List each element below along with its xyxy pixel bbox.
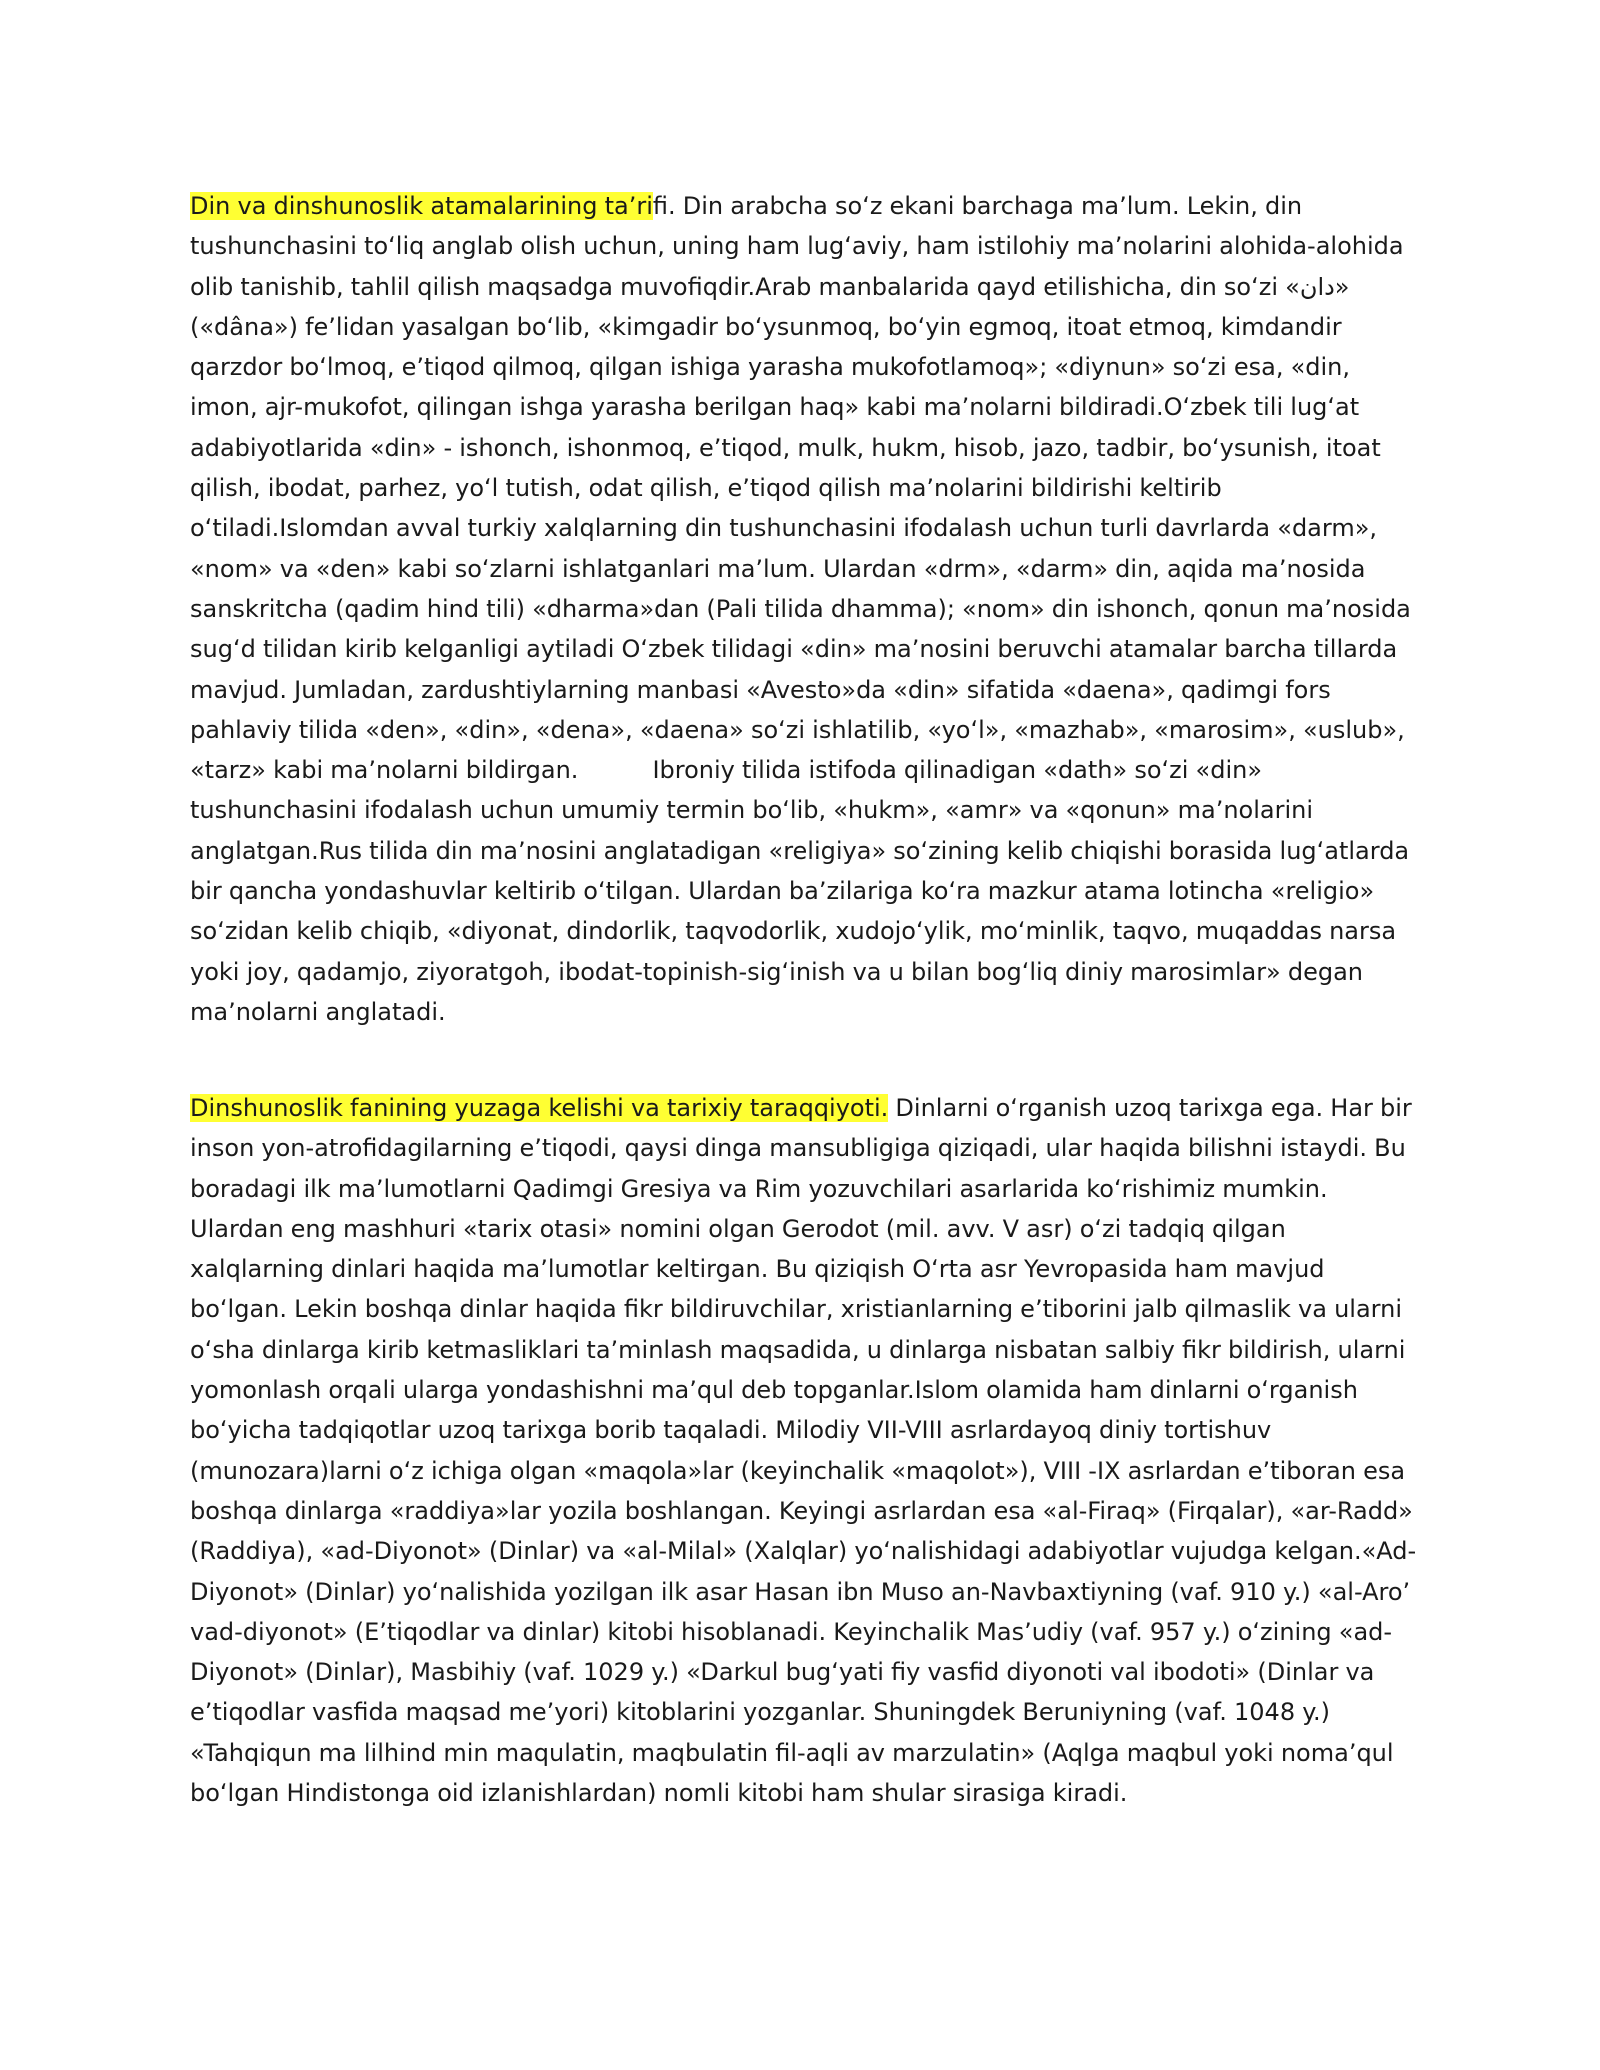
- paragraph-din-definition: [190, 186, 1422, 1032]
- paragraph-text-part-b: Ibroniy tilida istifoda qilinadigan «dath» soʻzi «din» tushunchasini ifodalash uchun umumiy termin boʻlib, «hukm», «amr» va «qonun» maʼnolarini anglatgan.Rus tilida din maʼnosini anglatadigan «religiya» soʻzining kelib chiqishi borasida lugʻatlarda bir qancha yondashuvlar keltirib oʻtilgan. Ulardan baʼzilariga koʻra mazkur atama lotincha «religio» soʻzidan kelib chiqib, «diyonat, dindorlik, taqvodorlik, xudojoʻylik, moʻminlik, taqvo, muqaddas narsa yoki joy, qadamjo, ziyoratgoh, ibodat-topinish-sigʻinish va u bilan bogʻliq diniy marosimlar» degan maʼnolarni anglatadi.: [190, 756, 1410, 1026]
- section-heading-din-definition: Din va dinshunoslik atamalarining taʼri: [190, 192, 653, 220]
- paragraph-text-part-a: Din arabcha soʻz ekani barchaga maʼlum. Lekin, din tushunchasini toʻliq anglab olish uchun, uning ham lugʻaviy, ham istilohiy maʼnolarini alohida-alohida olib tanishib, tahlil qilish maqsadga muvofiqdir.Arab manbalarida qayd etilishicha, din soʻzi «دان» («dâna») feʼlidan yasalgan boʻlib, «kimgadir boʻysunmoq, boʻyin egmoq, itoat etmoq, kimdandir qarzdor boʻlmoq, eʼtiqod qilmoq, qilgan ishiga yarasha mukofotlamoq»; «diynun» soʻzi esa, «din, imon, ajr-mukofot, qilingan ishga yarasha berilgan haq» kabi maʼnolarni bildiradi.Oʻzbek tili lugʻat adabiyotlarida «din» - ishonch, ishonmoq, eʼtiqod, mulk, hukm, hisob, jazo, tadbir, boʻysunish, itoat qilish, ibodat, parhez, yoʻl tutish, odat qilish, eʼtiqod qilish maʼnolarini bildirishi keltirib oʻtiladi.Islomdan avval turkiy xalqlarning din tushunchasini ifodalash uchun turli davrlarda «darm», «nom» va «den» kabi soʻzlarni ishlatganlari maʼlum. Ulardan «drm», «darm» din, aqida maʼnosida sanskritcha (qadim hind tili) «dharma»dan (Pali tilida dhamma); «nom» din ishonch, qonun maʼnosida sugʻd tilidan kirib kelganligi aytiladi Oʻzbek tilidagi «din» maʼnosini beruvchi atamalar barcha tillarda mavjud. Jumladan, zardushtiylarning manbasi «Avesto»da «din» sifatida «daena», qadimgi fors pahlaviy tilida «den», «din», «dena», «daena» soʻzi ishlatilib, «yoʻl», «mazhab», «marosim», «uslub», «tarz» kabi maʼnolarni bildirgan.: [190, 192, 1411, 785]
- section-heading-tail: fi.: [652, 192, 676, 220]
- paragraph-dinshunoslik-history: [190, 1088, 1422, 1813]
- paragraph-text: Dinlarni oʻrganish uzoq tarixga ega. Har bir inson yon-atrofidagilarning eʼtiqodi, qaysi dinga mansubligiga qiziqadi, ular haqida bilishni istaydi. Bu boradagi ilk maʼlumotlarni Qadimgi Gresiya va Rim yozuvchilari asarlarida koʻrishimiz mumkin. Ulardan eng mashhuri «tarix otasi» nomini olgan Gerodot (mil. avv. V asr) oʻzi tadqiq qilgan xalqlarning dinlari haqida maʼlumotlar keltirgan. Bu qiziqish Oʻrta asr Yevropasida ham mavjud boʻlgan. Lekin boshqa dinlar haqida fikr bildiruvchilar, xristianlarning eʼtiborini jalb qilmaslik va ularni oʻsha dinlarga kirib ketmasliklari taʼminlash maqsadida, u dinlarga nisbatan salbiy fikr bildirish, ularni yomonlash orqali ularga yondashishni maʼqul deb topganlar.Islom olamida ham dinlarni oʻrganish boʻyicha tadqiqotlar uzoq tarixga borib taqaladi. Milodiy VII-VIII asrlardayoq diniy tortishuv (munozara)larni oʻz ichiga olgan «maqola»lar (keyinchalik «maqolot»), VIII -IX asrlardan eʼtiboran esa boshqa dinlarga «raddiya»lar yozila boshlangan. Keyingi asrlardan esa «al-Firaq» (Firqalar), «ar-Radd» (Raddiya), «ad-Diyonot» (Dinlar) va «al-Milal» (Xalqlar) yoʻnalishidagi adabiyotlar vujudga kelgan.«Ad-Diyonot» (Dinlar) yoʻnalishida yozilgan ilk asar Hasan ibn Muso an-Navbaxtiyning (vaf. 910 y.) «al-Aro’ vad-diyonot» (Eʼtiqodlar va dinlar) kitobi hisoblanadi. Keyinchalik Masʼudiy (vaf. 957 y.) oʻzining «ad-Diyonot» (Dinlar), Masbihiy (vaf. 1029 y.) «Darkul bugʻyati fiy vasfid diyonoti val ibodoti» (Dinlar va eʼtiqodlar vasfida maqsad me’yori) kitoblarini yozganlar. Shuningdek Beruniyning (vaf. 1048 y.) «Tahqiqun ma lilhind min maqulatin, maqbulatin fil-aqli av marzulatin» (Aqlga maqbul yoki nomaʼqul boʻlgan Hindistonga oid izlanishlardan) nomli kitobi ham shular sirasiga kiradi.: [190, 1094, 1417, 1808]
- section-heading-dinshunoslik-history: Dinshunoslik fanining yuzaga kelishi va tarixiy taraqqiyoti.: [190, 1094, 889, 1122]
